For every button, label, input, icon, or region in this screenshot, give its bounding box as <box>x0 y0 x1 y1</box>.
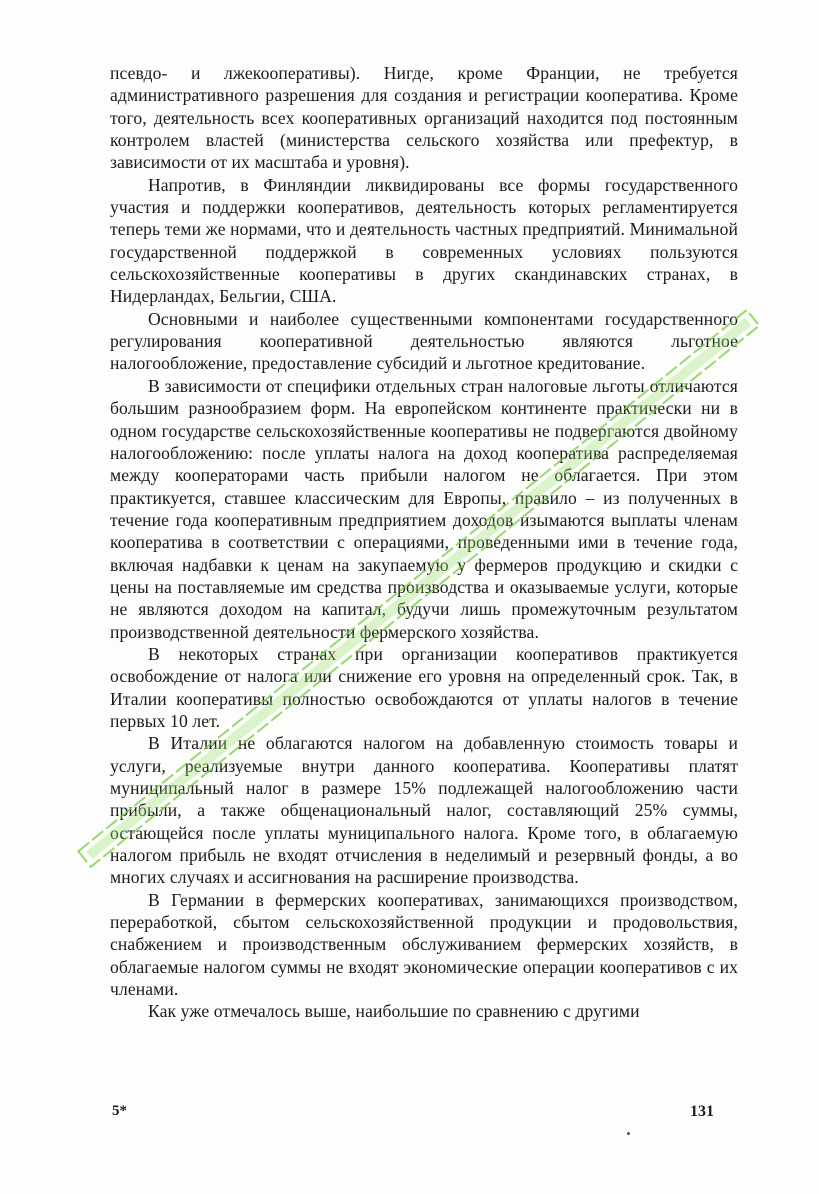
paragraph-5: В некоторых странах при организации кооперативов практикуется освобождение от налога или снижение его уровня на определенный срок. Так, в Италии кооперативы полностью освобождаются от уплаты налогов в течение первых 10 лет. <box>110 643 738 731</box>
paragraph-4: В зависимости от специфики отдельных стран налоговые льготы отличаются большим разнообразием форм. На европейском континенте практически ни в одном государстве сельскохозяйственные кооперативы не подвергаются двойному налогообложению: после уплаты налога на доход кооператива распределяемая между кооператорами часть прибыли налогом не облагается. При этом практикуется, ставшее классическим для Европы, правило – из полученных в течение года кооперативным предприятием доходов изымаются выплаты членам кооператива в соответствии с операциями, проведенными ими в течение года, включая надбавки к ценам на закупаемую у фермеров продукцию и скидки с цены на поставляемые им средства производства и оказываемые услуги, которые не являются доходом на капитал, будучи лишь промежуточным результатом производственной деятельности фермерского хозяйства. <box>110 375 738 642</box>
body-text <box>110 62 738 1023</box>
paragraph-2: Напротив, в Финляндии ликвидированы все формы государственного участия и поддержки кооперативов, деятельность которых регламентируется теперь теми же нормами, что и деятельность частных предприятий. Минимальной государственной поддержкой в современных условиях пользуются сельскохозяйственные кооперативы в других скандинавских странах, в Нидерландах, Бельгии, США. <box>110 174 738 307</box>
signature-mark: 5* <box>112 1103 127 1119</box>
page-number: 131 <box>690 1103 714 1120</box>
paragraph-7: В Германии в фермерских кооперативах, занимающихся производством, переработкой, сбытом сельскохозяйственной продукции и продовольствия, снабжением и производственным обслуживанием фермерских хозяйств, в облагаемые налогом суммы не входят экономические операции кооперативов с их членами. <box>110 889 738 1000</box>
paragraph-8: Как уже отмечалось выше, наибольшие по сравнению с другими <box>148 1001 640 1022</box>
paragraph-1: псевдо- и лжекооперативы). Нигде, кроме Франции, не требуется административного разрешения для создания и регистрации кооператива. Кроме того, деятельность всех кооперативных организаций находится под постоянным контролем властей (министерства сельского хозяйства или префектур, в зависимости от их масштаба и уровня). <box>110 63 738 173</box>
paragraph-3: Основными и наиболее существенными компонентами государственного регулирования кооперативной деятельностью являются льготное налогообложение, предоставление субсидий и льготное кредитование. <box>110 308 738 374</box>
paragraph-6: В Италии не облагаются налогом на добавленную стоимость товары и услуги, реализуемые внутри данного кооператива. Кооперативы платят муниципальный налог в размере 15% подлежащей налогообложению части прибыли, а также общенациональный налог, составляющий 25% суммы, остающейся после уплаты муниципального налога. Кроме того, в облагаемую налогом прибыль не входят отчисления в неделимый и резервный фонды, а во многих случаях и ассигнования на расширение производства. <box>110 733 738 888</box>
scan-speck <box>627 1132 630 1135</box>
